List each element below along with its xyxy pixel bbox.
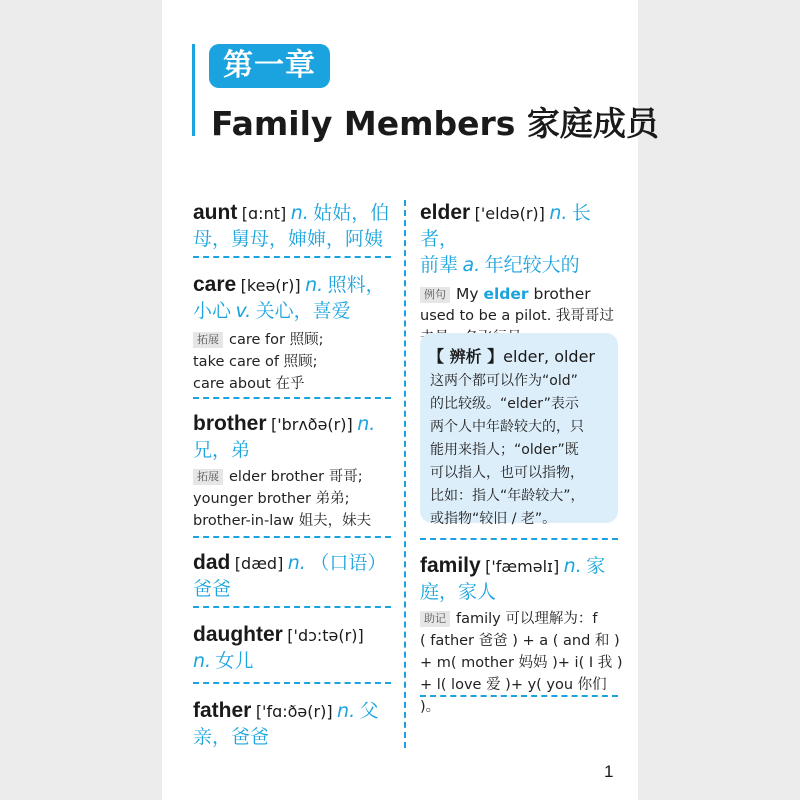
pronunciation: ['dɔ:tə(r)] — [287, 626, 364, 645]
pronunciation: [keə(r)] — [240, 276, 301, 295]
part-of-speech: n. — [193, 650, 212, 672]
headword: elder — [420, 201, 471, 224]
comparison-note-title — [428, 344, 595, 367]
definition: 小心 — [193, 300, 232, 322]
column-divider — [404, 200, 406, 748]
pronunciation: [ɑ:nt] — [241, 204, 287, 223]
mnemonic-line: ( father 爸爸 ) + a ( and 和 ) — [420, 633, 620, 649]
entry-care — [193, 273, 399, 395]
example-tag: 例句 — [420, 287, 450, 303]
chapter-accent-bar — [192, 44, 195, 136]
part-of-speech: n. — [563, 555, 582, 577]
part-of-speech: n. — [287, 552, 306, 574]
headword: family — [420, 554, 481, 577]
definition: 前辈 — [420, 254, 459, 276]
extension-line: care about 在乎 — [193, 376, 305, 392]
entry-elder — [420, 201, 626, 349]
headword: aunt — [193, 201, 238, 224]
part-of-speech: n. — [549, 202, 568, 224]
note-line: 两个人中年龄较大的，只 — [430, 419, 584, 435]
entry-separator — [193, 682, 391, 684]
part-of-speech: a. — [462, 254, 481, 276]
extension-tag: 拓展 — [193, 332, 223, 348]
extension-line: brother-in-law 姐夫，妹夫 — [193, 513, 372, 529]
extension-line: elder brother 哥哥; — [229, 469, 363, 485]
note-line: 可以指人，也可以指物， — [430, 465, 584, 481]
entry-separator — [420, 538, 618, 540]
definition: （口语） — [310, 552, 387, 574]
pronunciation: ['fɑ:ðə(r)] — [255, 702, 333, 721]
mnemonic-line: family 可以理解为：f — [456, 611, 598, 627]
pronunciation: ['eldə(r)] — [474, 204, 545, 223]
part-of-speech: v. — [235, 300, 252, 322]
definition: 亲，爸爸 — [193, 726, 270, 748]
entry-separator — [193, 536, 391, 538]
part-of-speech: n. — [290, 202, 309, 224]
entry-aunt — [193, 201, 399, 251]
definition: 庭，家人 — [420, 581, 497, 603]
entry-separator — [193, 397, 391, 399]
entry-separator — [193, 606, 391, 608]
note-line: 或指物“较旧 / 老”。 — [430, 511, 557, 527]
pronunciation: [dæd] — [234, 554, 284, 573]
page-number: 1 — [604, 762, 614, 781]
definition: 父 — [359, 700, 379, 722]
entry-dad — [193, 551, 399, 601]
definition: 照料， — [327, 274, 385, 296]
mnemonic-tag: 助记 — [420, 611, 450, 627]
example-word: brother — [533, 285, 591, 303]
entry-father — [193, 699, 399, 749]
note-line: 能用来指人；“older”既 — [430, 442, 579, 458]
definition: 爸爸 — [193, 578, 232, 600]
definition: 年纪较大的 — [484, 254, 580, 276]
extension-line: younger brother 弟弟; — [193, 491, 350, 507]
comparison-note-body — [430, 370, 614, 531]
headword: brother — [193, 412, 267, 435]
chapter-badge: 第一章 — [209, 44, 330, 88]
definition: 长者， — [420, 202, 591, 250]
part-of-speech: n. — [305, 274, 324, 296]
definition: 关心，喜爱 — [255, 300, 351, 322]
definition: 家 — [586, 555, 606, 577]
chapter-title: Family Members 家庭成员 — [211, 104, 659, 143]
entry-separator — [193, 256, 391, 258]
headword: father — [193, 699, 252, 722]
definition: 母，舅母，婶婶，阿姨 — [193, 228, 384, 250]
extension-line: care for 照顾; — [229, 332, 324, 348]
extension-tag: 拓展 — [193, 469, 223, 485]
entry-brother — [193, 412, 399, 532]
example-line: used to be a pilot. 我哥哥过 — [420, 308, 614, 324]
part-of-speech: n. — [357, 413, 376, 435]
definition: 兄，弟 — [193, 439, 251, 461]
example-highlight: elder — [483, 285, 529, 303]
note-line: 比如：指人“年龄较大”， — [430, 488, 585, 504]
definition: 女儿 — [215, 650, 254, 672]
example-word: My — [456, 285, 479, 303]
pronunciation: ['fæməlɪ] — [485, 557, 560, 576]
mnemonic-line: + l( love 爱 )+ y( you 你们 )。 — [420, 677, 607, 715]
entry-separator — [420, 695, 618, 697]
note-line: 的比较级。“elder”表示 — [430, 396, 579, 412]
headword: dad — [193, 551, 231, 574]
part-of-speech: n. — [337, 700, 356, 722]
headword: care — [193, 273, 237, 296]
definition: 姑姑，伯 — [313, 202, 390, 224]
mnemonic-line: + m( mother 妈妈 )+ i( I 我 ) — [420, 655, 623, 671]
pronunciation: ['brʌðə(r)] — [270, 415, 353, 434]
entry-daughter — [193, 623, 399, 675]
entry-family — [420, 554, 626, 718]
headword: daughter — [193, 623, 283, 646]
note-line: 这两个都可以作为“old” — [430, 373, 578, 389]
note-label: 【 辨析 】 — [428, 347, 504, 366]
extension-line: take care of 照顾; — [193, 354, 318, 370]
note-words: elder, older — [503, 347, 596, 366]
